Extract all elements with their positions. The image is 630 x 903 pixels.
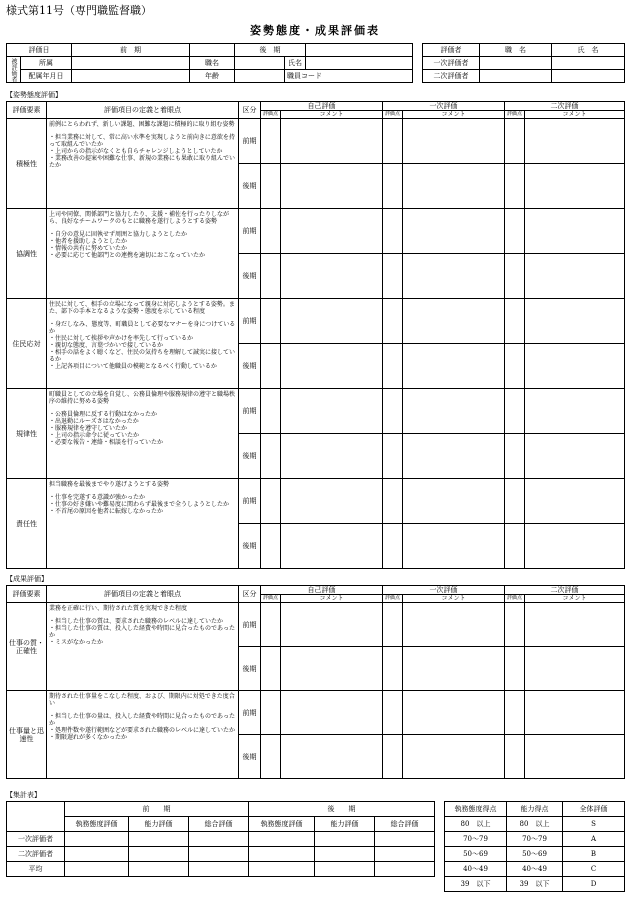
summary-row-label: 二次評価者 [7, 847, 65, 862]
self-comment-cell[interactable] [281, 434, 383, 479]
grading-overall-header: 全体評価 [563, 802, 625, 817]
grading-overall-grade: A [563, 832, 625, 847]
first-comment-cell[interactable] [403, 119, 505, 164]
results-self-score-header: 評価点 [261, 595, 281, 603]
grading-overall-grade: B [563, 847, 625, 862]
second-evaluator-label: 二次評価者 [423, 70, 480, 83]
first-comment-cell[interactable] [403, 389, 505, 434]
period-label: 後期 [239, 735, 261, 779]
self-score-header: 評価点 [261, 111, 281, 119]
first-comment-cell[interactable] [403, 479, 505, 524]
self-comment-cell[interactable] [281, 344, 383, 389]
position-label: 職名 [190, 57, 235, 70]
grading-attitude-range: 50〜69 [445, 847, 507, 862]
self-score-cell[interactable] [261, 479, 281, 524]
element-definition [47, 479, 239, 569]
summary-rows [7, 832, 435, 877]
self-score-cell[interactable] [261, 164, 281, 209]
element-name: 仕事量と迅速性 [7, 691, 47, 779]
self-score-cell[interactable] [261, 299, 281, 344]
element-name: 協調性 [7, 209, 47, 299]
results-col-period-header: 区分 [239, 586, 261, 603]
attitude-rows [7, 119, 625, 569]
results-first-score-header: 評価点 [383, 595, 403, 603]
summary-value-cell[interactable] [375, 832, 435, 847]
summary-value-cell[interactable] [249, 832, 315, 847]
second-score-cell[interactable] [505, 434, 525, 479]
col-first-header: 一次評価 [383, 102, 505, 111]
second-evaluator-position-cell[interactable] [480, 70, 552, 83]
period-label: 後期 [239, 524, 261, 569]
first-score-cell[interactable] [383, 164, 403, 209]
first-comment-cell[interactable] [403, 344, 505, 389]
second-score-cell[interactable] [505, 254, 525, 299]
period-label: 後期 [239, 164, 261, 209]
element-definition [47, 119, 239, 209]
summary-value-cell[interactable] [249, 862, 315, 877]
second-comment-cell[interactable] [525, 254, 625, 299]
first-comment-cell[interactable] [403, 209, 505, 254]
summary-second-attitude-header: 執務態度評価 [249, 817, 315, 832]
second-score-cell[interactable] [505, 479, 525, 524]
first-score-cell[interactable] [383, 603, 403, 647]
definition-lead: 前例にとらわれず、新しい課題、困難な課題に積極的に取り組む姿勢 [49, 121, 235, 128]
self-comment-cell[interactable] [281, 254, 383, 299]
grading-ability-header: 能力得点 [507, 802, 563, 817]
summary-value-cell[interactable] [315, 847, 375, 862]
summary-row-label: 一次評価者 [7, 832, 65, 847]
grading-table [444, 801, 625, 892]
self-comment-cell[interactable] [281, 209, 383, 254]
results-col-definition-header: 評価項目の定義と着眼点 [47, 586, 239, 603]
grading-attitude-range: 39 以下 [445, 877, 507, 892]
grading-ability-range: 70〜79 [507, 832, 563, 847]
definition-lead: 業務を正確に行い、期待された質を実現できた程度 [49, 605, 188, 612]
element-definition [47, 299, 239, 389]
second-comment-cell[interactable] [525, 164, 625, 209]
self-score-cell[interactable] [261, 119, 281, 164]
summary-value-cell[interactable] [249, 847, 315, 862]
definition-points: ・担当した仕事の量は、投入した経費や時間に見合ったものであったか ・処理件数や遂行範囲などが要求された職務のレベルに達していたか ・期限遅れが多くなかったか [49, 713, 236, 741]
self-score-cell[interactable] [261, 209, 281, 254]
summary-value-cell[interactable] [129, 862, 189, 877]
eval-date-first-cell[interactable] [190, 44, 235, 57]
form-number: 様式第11号（専門職監督職） [6, 4, 152, 17]
element-definition [47, 389, 239, 479]
second-comment-cell[interactable] [525, 603, 625, 647]
evaluatee-label: 被評価者 [7, 57, 21, 83]
definition-lead: 住民に対して、相手の立場になって親身に対応しようとする姿勢。また、部下の手本となるような姿勢・態度を示している程度 [49, 301, 235, 315]
summary-first-total-header: 総合評価 [189, 817, 249, 832]
assign-date-cell[interactable] [72, 70, 190, 83]
second-score-cell[interactable] [505, 524, 525, 569]
self-comment-cell[interactable] [281, 479, 383, 524]
grading-overall-grade: S [563, 817, 625, 832]
col-period-header: 区分 [239, 102, 261, 119]
second-score-cell[interactable] [505, 344, 525, 389]
self-score-cell[interactable] [261, 434, 281, 479]
second-score-cell[interactable] [505, 691, 525, 735]
period-label: 後期 [239, 647, 261, 691]
second-comment-cell[interactable] [525, 299, 625, 344]
period-label: 前期 [239, 209, 261, 254]
element-name: 規律性 [7, 389, 47, 479]
first-comment-header: コメント [403, 111, 505, 119]
self-comment-cell[interactable] [281, 691, 383, 735]
results-col-self-header: 自己評価 [261, 586, 383, 595]
col-self-header: 自己評価 [261, 102, 383, 111]
assign-date-label: 配属年月日 [21, 70, 72, 83]
first-score-cell[interactable] [383, 209, 403, 254]
page-title: 姿勢態度・成果評価表 [250, 24, 380, 37]
eval-date-label: 評価日 [7, 44, 72, 57]
self-comment-cell[interactable] [281, 119, 383, 164]
first-comment-cell[interactable] [403, 434, 505, 479]
second-score-cell[interactable] [505, 209, 525, 254]
self-comment-cell[interactable] [281, 735, 383, 779]
grading-overall-grade: C [563, 862, 625, 877]
first-comment-cell[interactable] [403, 524, 505, 569]
results-rows [7, 603, 625, 779]
first-score-cell[interactable] [383, 647, 403, 691]
results-col-element-header: 評価要素 [7, 586, 47, 603]
first-comment-cell[interactable] [403, 691, 505, 735]
attitude-section-title: 【姿勢態度評価】 [6, 91, 62, 99]
grading-ability-range: 40〜49 [507, 862, 563, 877]
first-score-cell[interactable] [383, 524, 403, 569]
dept-label: 所属 [21, 57, 72, 70]
first-score-cell[interactable] [383, 691, 403, 735]
self-comment-cell[interactable] [281, 164, 383, 209]
summary-first-ability-header: 能力評価 [129, 817, 189, 832]
self-comment-cell[interactable] [281, 524, 383, 569]
element-name: 住民応対 [7, 299, 47, 389]
definition-points: ・担当業務に対して、常に高い水準を実現しようと前向きに意欲を持って取組んでいたか ・上司からの指示がなくとも自らチャレンジしようとしていたか ・業務改善の提案や困難な仕事、新規の業務にも果敢に取り組んでいたか [49, 134, 236, 169]
definition-points: ・自分の意見に固執せず周囲と協力しようとしたか ・他者を援助しようとしたか ・情報の共有に努めていたか ・必要に応じて他部門との連携を適切におこなっていたか [49, 231, 206, 259]
grading-overall-grade: D [563, 877, 625, 892]
results-second-comment-header: コメント [525, 595, 625, 603]
period-label: 前期 [239, 691, 261, 735]
element-name: 責任性 [7, 479, 47, 569]
second-score-header: 評価点 [505, 111, 525, 119]
second-score-cell[interactable] [505, 603, 525, 647]
element-definition [47, 691, 239, 779]
first-evaluator-position-cell[interactable] [480, 57, 552, 70]
self-score-cell[interactable] [261, 344, 281, 389]
summary-section-title: 【集計表】 [6, 791, 41, 799]
first-comment-cell[interactable] [403, 647, 505, 691]
summary-value-cell[interactable] [65, 832, 129, 847]
first-score-cell[interactable] [383, 299, 403, 344]
first-comment-cell[interactable] [403, 299, 505, 344]
age-label: 年齢 [190, 70, 235, 83]
definition-points: ・公務員倫理に反する行動はなかったか ・出退勤にルーズさはなかったか ・服務規律を遵守していたか ・上司の指示命令に従っていたか ・必要な報告・連絡・相談を行っていたか [49, 411, 164, 446]
summary-row-label: 平均 [7, 862, 65, 877]
second-comment-cell[interactable] [525, 735, 625, 779]
summary-value-cell[interactable] [375, 862, 435, 877]
definition-points: ・仕事を完遂する意識が強かったか ・仕事の好き嫌いや難易度に関わらず最後まで全うしようとしたか ・不首尾の原因を他者に転嫁しなかったか [49, 494, 230, 515]
period-label: 後期 [239, 344, 261, 389]
age-cell[interactable] [235, 70, 285, 83]
results-col-first-header: 一次評価 [383, 586, 505, 595]
period-label: 前期 [239, 299, 261, 344]
definition-lead: 担当職務を最後までやり遂げようとする姿勢 [49, 481, 170, 488]
self-score-cell[interactable] [261, 735, 281, 779]
eval-date-second-cell[interactable] [306, 44, 413, 57]
evaluator-name-header: 氏 名 [552, 44, 625, 57]
summary-value-cell[interactable] [375, 847, 435, 862]
element-definition [47, 209, 239, 299]
summary-value-cell[interactable] [65, 862, 129, 877]
first-score-cell[interactable] [383, 254, 403, 299]
second-comment-cell[interactable] [525, 524, 625, 569]
summary-second-half-header: 後 期 [249, 802, 435, 817]
grading-ability-range: 50〜69 [507, 847, 563, 862]
second-score-cell[interactable] [505, 735, 525, 779]
second-score-cell[interactable] [505, 119, 525, 164]
grading-rows [445, 817, 625, 892]
first-score-cell[interactable] [383, 434, 403, 479]
self-score-cell[interactable] [261, 389, 281, 434]
summary-second-total-header: 総合評価 [375, 817, 435, 832]
second-comment-cell[interactable] [525, 647, 625, 691]
self-score-cell[interactable] [261, 603, 281, 647]
second-comment-cell[interactable] [525, 119, 625, 164]
summary-value-cell[interactable] [315, 832, 375, 847]
second-comment-cell[interactable] [525, 344, 625, 389]
self-score-cell[interactable] [261, 647, 281, 691]
second-comment-cell[interactable] [525, 691, 625, 735]
summary-second-ability-header: 能力評価 [315, 817, 375, 832]
col-definition-header: 評価項目の定義と着眼点 [47, 102, 239, 119]
grading-attitude-range: 80 以上 [445, 817, 507, 832]
col-second-header: 二次評価 [505, 102, 625, 111]
first-comment-cell[interactable] [403, 735, 505, 779]
summary-value-cell[interactable] [65, 847, 129, 862]
self-score-cell[interactable] [261, 254, 281, 299]
self-score-cell[interactable] [261, 524, 281, 569]
grading-ability-range: 39 以下 [507, 877, 563, 892]
self-comment-cell[interactable] [281, 603, 383, 647]
evaluatee-table [6, 43, 413, 83]
second-evaluator-name-cell[interactable] [552, 70, 625, 83]
summary-value-cell[interactable] [189, 847, 249, 862]
eval-date-first-label: 前 期 [72, 44, 190, 57]
period-label: 後期 [239, 254, 261, 299]
summary-first-attitude-header: 執務態度評価 [65, 817, 129, 832]
results-table [6, 585, 625, 779]
self-score-cell[interactable] [261, 691, 281, 735]
results-second-score-header: 評価点 [505, 595, 525, 603]
eval-date-second-label: 後 期 [235, 44, 306, 57]
summary-value-cell[interactable] [189, 832, 249, 847]
summary-value-cell[interactable] [189, 862, 249, 877]
dept-cell[interactable] [72, 57, 190, 70]
element-definition [47, 603, 239, 691]
evaluators-table [422, 43, 625, 83]
self-comment-cell[interactable] [281, 647, 383, 691]
second-score-cell[interactable] [505, 389, 525, 434]
staff-code-label: 職員コード [285, 70, 413, 83]
first-score-header: 評価点 [383, 111, 403, 119]
period-label: 前期 [239, 603, 261, 647]
first-evaluator-name-cell[interactable] [552, 57, 625, 70]
col-element-header: 評価要素 [7, 102, 47, 119]
second-comment-cell[interactable] [525, 389, 625, 434]
definition-points: ・身だしなみ、態度等、町職員として必要なマナーを身につけているか ・住民に対して挨拶や声かけを率先して行っているか ・親切な態度、言葉づかいで接しているか ・相手の話をよく聴くなど、住民の気持ちを理解して誠実に接しているか ・上記各項目について他職員の模範となるべく行動しているか [49, 321, 236, 370]
element-name: 仕事の質・正確性 [7, 603, 47, 691]
definition-lead: 期待された仕事量をこなした程度、および、期限内に対処できた度合い [49, 693, 235, 707]
self-comment-cell[interactable] [281, 389, 383, 434]
summary-value-cell[interactable] [129, 847, 189, 862]
name-label: 氏名 [285, 57, 306, 70]
summary-table [6, 801, 435, 877]
first-comment-cell[interactable] [403, 164, 505, 209]
summary-corner [7, 802, 65, 832]
first-score-cell[interactable] [383, 344, 403, 389]
second-score-cell[interactable] [505, 647, 525, 691]
second-comment-cell[interactable] [525, 434, 625, 479]
period-label: 後期 [239, 434, 261, 479]
summary-value-cell[interactable] [129, 832, 189, 847]
summary-value-cell[interactable] [315, 862, 375, 877]
grading-attitude-range: 40〜49 [445, 862, 507, 877]
results-section-title: 【成果評価】 [6, 575, 48, 583]
first-evaluator-label: 一次評価者 [423, 57, 480, 70]
period-label: 前期 [239, 389, 261, 434]
second-comment-cell[interactable] [525, 209, 625, 254]
definition-lead: 上司や同僚、関係部門と協力したり、支援・補佐を行ったりしながら、良好なチームワークのもとに職務を遂行しようとする姿勢 [49, 211, 230, 225]
first-score-cell[interactable] [383, 479, 403, 524]
first-score-cell[interactable] [383, 119, 403, 164]
evaluator-position-header: 職 名 [480, 44, 552, 57]
self-comment-header: コメント [281, 111, 383, 119]
grading-ability-range: 80 以上 [507, 817, 563, 832]
results-self-comment-header: コメント [281, 595, 383, 603]
element-name: 積極性 [7, 119, 47, 209]
second-comment-header: コメント [525, 111, 625, 119]
first-score-cell[interactable] [383, 389, 403, 434]
second-comment-cell[interactable] [525, 479, 625, 524]
definition-points: ・担当した仕事の質は、要求された職務のレベルに達していたか ・担当した仕事の質は、投入した経費や時間に見合ったものであったか ・ミスがなかったか [49, 618, 235, 646]
evaluator-col-header: 評価者 [423, 44, 480, 57]
period-label: 前期 [239, 479, 261, 524]
self-comment-cell[interactable] [281, 299, 383, 344]
grading-attitude-range: 70〜79 [445, 832, 507, 847]
first-comment-cell[interactable] [403, 603, 505, 647]
results-first-comment-header: コメント [403, 595, 505, 603]
first-comment-cell[interactable] [403, 254, 505, 299]
grading-attitude-header: 執務態度得点 [445, 802, 507, 817]
period-label: 前期 [239, 119, 261, 164]
first-score-cell[interactable] [383, 735, 403, 779]
second-score-cell[interactable] [505, 164, 525, 209]
position-cell[interactable] [235, 57, 285, 70]
definition-lead: 町職員としての立場を自覚し、公務員倫理や服務規律の遵守と職場秩序の維持に努める姿勢 [49, 391, 236, 405]
attitude-table [6, 101, 625, 569]
second-score-cell[interactable] [505, 299, 525, 344]
results-col-second-header: 二次評価 [505, 586, 625, 595]
name-cell[interactable] [306, 57, 413, 70]
summary-first-half-header: 前 期 [65, 802, 249, 817]
